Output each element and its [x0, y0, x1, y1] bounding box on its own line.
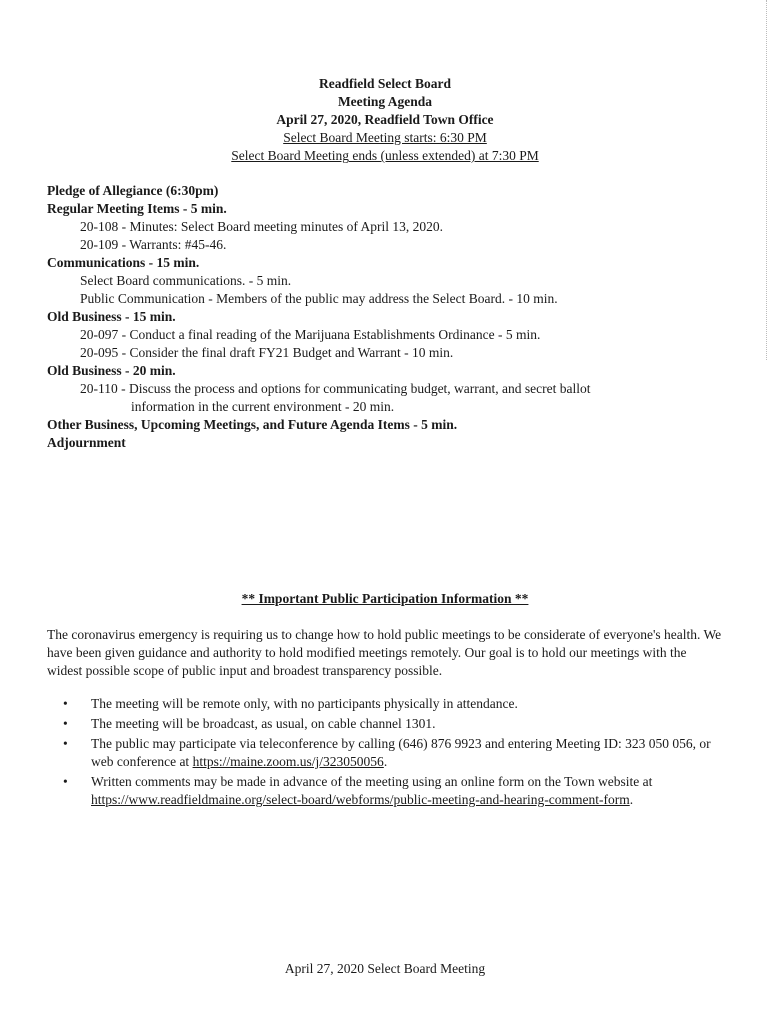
meeting-end-prefix: Select Board Meeting — [231, 148, 349, 163]
coronavirus-paragraph: The coronavirus emergency is requiring us to change how to hold public meetings to be considerate of everyone's health. We have been given guidance and authority to hold modified meetings remotely. Our goal is to hold our meetings with the widest possible scope of public input and broadest transparency possible. — [47, 627, 722, 678]
bullet-item — [47, 715, 727, 733]
meeting-end-suffix: ends (unless extended) at 7:30 PM — [349, 148, 539, 163]
agenda-item: 20-097 - Conduct a final reading of the Marijuana Establishments Ordinance - 5 min. — [80, 327, 541, 342]
important-info-heading: ** Important Public Participation Information ** — [241, 591, 529, 606]
other-business-heading: Other Business, Upcoming Meetings, and Future Agenda Items - 5 min. — [47, 417, 458, 432]
agenda-item-continuation: information in the current environment - 20 min. — [131, 399, 395, 414]
pledge-heading: Pledge of Allegiance (6:30pm) — [47, 183, 219, 198]
bullet-text-end: . — [629, 792, 634, 807]
adjournment-heading: Adjournment — [47, 435, 126, 450]
page-footer: April 27, 2020 Select Board Meeting — [284, 961, 486, 976]
regular-items-heading: Regular Meeting Items - 5 min. — [47, 201, 227, 216]
agenda-item: 20-110 - Discuss the process and options for communicating budget, warrant, and secret ballot — [80, 381, 591, 396]
agenda-item: 20-109 - Warrants: #45-46. — [80, 237, 227, 252]
bullet-item — [47, 695, 727, 713]
participation-bullets — [47, 695, 727, 811]
date-location: April 27, 2020, Readfield Town Office — [276, 112, 494, 127]
agenda-item: 20-095 - Consider the final draft FY21 Budget and Warrant - 10 min. — [80, 345, 454, 360]
communications-heading: Communications - 15 min. — [47, 255, 200, 270]
bullet-dot-icon: • — [63, 696, 68, 711]
agenda-header — [0, 75, 770, 165]
agenda-list — [47, 182, 727, 452]
old-business-heading: Old Business - 15 min. — [47, 309, 176, 324]
zoom-link[interactable]: https://maine.zoom.us/j/323050056 — [192, 754, 384, 769]
bullet-text: The public may participate via teleconference by calling (646) 876 9923 and entering Meeting ID: 323 050 056, or web conference at — [91, 736, 711, 769]
meeting-start-time: Select Board Meeting starts: 6:30 PM — [283, 130, 487, 145]
old-business-heading: Old Business - 20 min. — [47, 363, 176, 378]
bullet-item — [47, 773, 727, 809]
agenda-item: 20-108 - Minutes: Select Board meeting minutes of April 13, 2020. — [80, 219, 443, 234]
bullet-item — [47, 735, 727, 771]
comment-form-link[interactable]: https://www.readfieldmaine.org/select-board/webforms/public-meeting-and-hearing-comment-form — [91, 792, 630, 807]
agenda-item: Select Board communications. - 5 min. — [80, 273, 292, 288]
bullet-dot-icon: • — [63, 736, 68, 751]
bullet-text: Written comments may be made in advance of the meeting using an online form on the Town website at — [91, 774, 653, 789]
bullet-text-end: . — [383, 754, 388, 769]
meeting-end-time — [0, 147, 770, 165]
bullet-text: The meeting will be remote only, with no participants physically in attendance. — [91, 696, 518, 711]
board-title: Readfield Select Board — [319, 76, 451, 91]
bullet-dot-icon: • — [63, 716, 68, 731]
agenda-item: Public Communication - Members of the public may address the Select Board. - 10 min. — [80, 291, 558, 306]
bullet-dot-icon: • — [63, 774, 68, 789]
bullet-text: The meeting will be broadcast, as usual, on cable channel 1301. — [91, 716, 436, 731]
page-edge-artifact — [766, 0, 770, 360]
agenda-subtitle: Meeting Agenda — [337, 94, 433, 109]
